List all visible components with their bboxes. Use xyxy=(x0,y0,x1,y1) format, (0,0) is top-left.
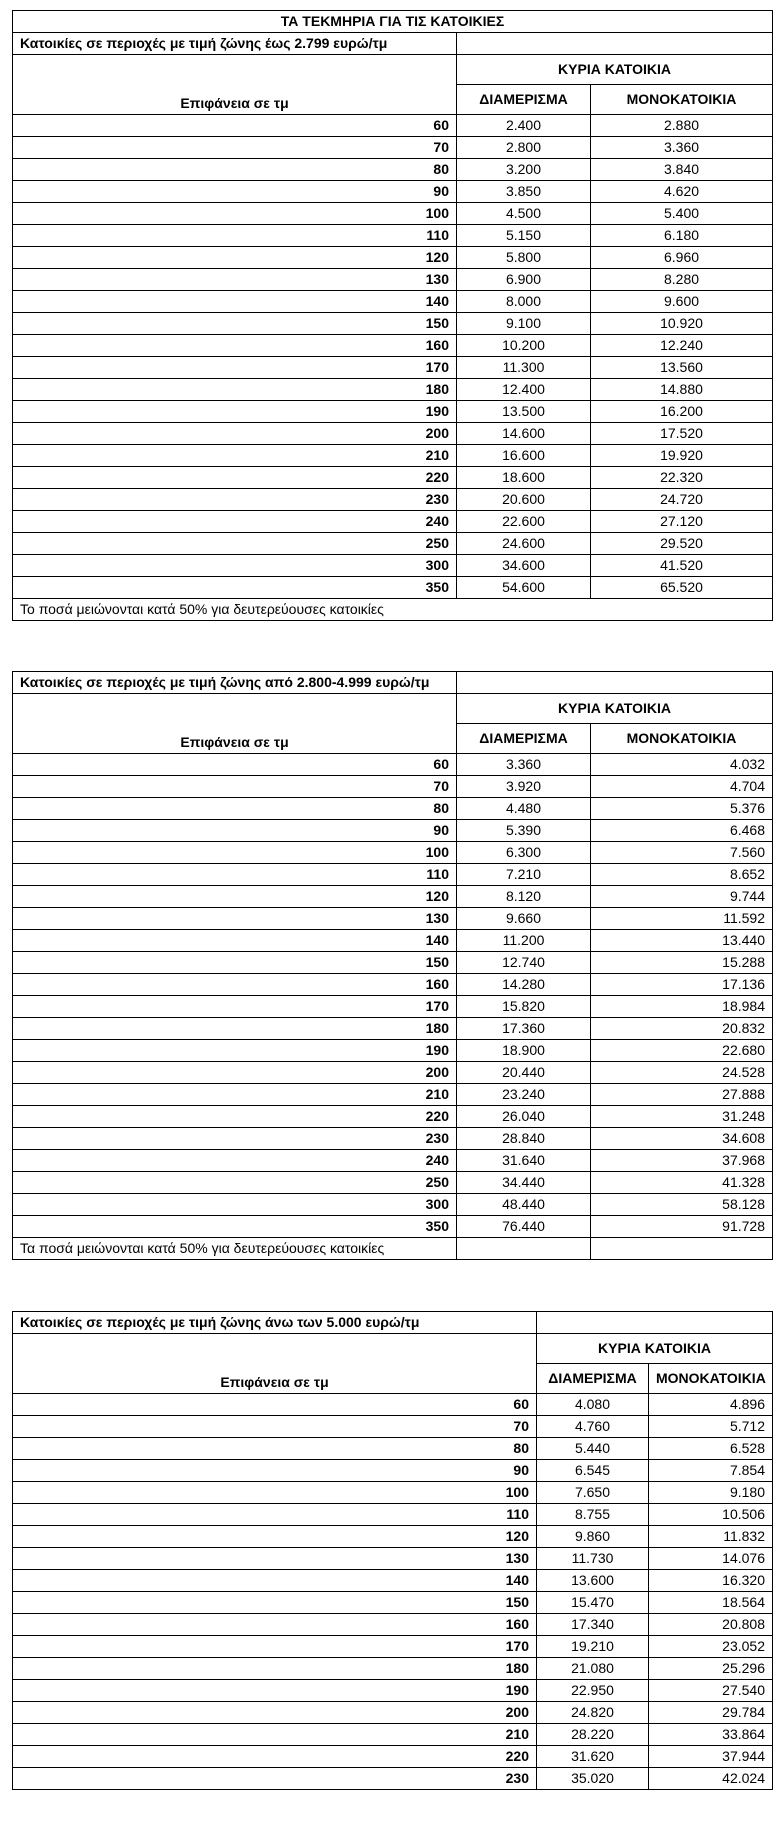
house-cell: 11.832 xyxy=(649,1526,773,1548)
apartment-cell: 8.755 xyxy=(537,1504,649,1526)
apartment-cell: 17.360 xyxy=(457,1018,591,1040)
house-cell: 34.608 xyxy=(591,1128,773,1150)
area-cell: 150 xyxy=(13,313,457,335)
house-cell: 5.712 xyxy=(649,1416,773,1438)
area-cell: 80 xyxy=(13,159,457,181)
table-row xyxy=(13,1636,773,1658)
apartment-cell: 23.240 xyxy=(457,1084,591,1106)
apartment-cell: 5.150 xyxy=(457,225,591,247)
apartment-cell: 4.480 xyxy=(457,798,591,820)
area-cell: 350 xyxy=(13,577,457,599)
table-row xyxy=(13,379,773,401)
col-header-apartment: ΔΙΑΜΕΡΙΣΜΑ xyxy=(537,1364,649,1394)
table-row xyxy=(13,1172,773,1194)
table-row xyxy=(13,952,773,974)
apartment-cell: 3.200 xyxy=(457,159,591,181)
area-header: Επιφάνεια σε τμ xyxy=(13,55,457,115)
house-cell: 37.944 xyxy=(649,1746,773,1768)
house-cell: 7.854 xyxy=(649,1460,773,1482)
house-cell: 5.400 xyxy=(591,203,773,225)
table-row xyxy=(13,1614,773,1636)
apartment-cell: 19.210 xyxy=(537,1636,649,1658)
house-cell: 4.620 xyxy=(591,181,773,203)
area-cell: 210 xyxy=(13,1724,537,1746)
table-row xyxy=(13,1548,773,1570)
house-cell: 65.520 xyxy=(591,577,773,599)
table-row xyxy=(13,313,773,335)
apartment-cell: 9.100 xyxy=(457,313,591,335)
apartment-cell: 13.600 xyxy=(537,1570,649,1592)
area-cell: 130 xyxy=(13,908,457,930)
apartment-cell: 9.660 xyxy=(457,908,591,930)
apartment-cell: 5.440 xyxy=(537,1438,649,1460)
table-row xyxy=(13,335,773,357)
table-row xyxy=(13,1194,773,1216)
zone-title: Κατοικίες σε περιοχές με τιμή ζώνης έως 2.799 ευρώ/τμ xyxy=(13,33,457,55)
house-cell: 91.728 xyxy=(591,1216,773,1238)
apartment-cell: 24.600 xyxy=(457,533,591,555)
apartment-cell: 24.820 xyxy=(537,1702,649,1724)
area-cell: 300 xyxy=(13,555,457,577)
house-cell: 22.320 xyxy=(591,467,773,489)
house-cell: 16.320 xyxy=(649,1570,773,1592)
apartment-cell: 3.360 xyxy=(457,754,591,776)
area-cell: 220 xyxy=(13,1106,457,1128)
apartment-cell: 14.600 xyxy=(457,423,591,445)
group-header: ΚΥΡΙΑ ΚΑΤΟΙΚΙΑ xyxy=(537,1334,773,1364)
house-cell: 5.376 xyxy=(591,798,773,820)
table-row xyxy=(13,820,773,842)
col-header-house: ΜΟΝΟΚΑΤΟΙΚΙΑ xyxy=(591,724,773,754)
table-row xyxy=(13,533,773,555)
table-row xyxy=(13,1216,773,1238)
apartment-cell: 48.440 xyxy=(457,1194,591,1216)
main-title: ΤΑ ΤΕΚΜΗΡΙΑ ΓΙΑ ΤΙΣ ΚΑΤΟΙΚΙΕΣ xyxy=(13,11,773,33)
area-cell: 200 xyxy=(13,423,457,445)
table-row xyxy=(13,1702,773,1724)
area-cell: 200 xyxy=(13,1702,537,1724)
apartment-cell: 5.390 xyxy=(457,820,591,842)
house-cell: 58.128 xyxy=(591,1194,773,1216)
area-cell: 60 xyxy=(13,754,457,776)
apartment-cell: 28.220 xyxy=(537,1724,649,1746)
table-row xyxy=(13,203,773,225)
table-row xyxy=(13,886,773,908)
house-cell: 7.560 xyxy=(591,842,773,864)
apartment-cell: 12.400 xyxy=(457,379,591,401)
apartment-cell: 2.400 xyxy=(457,115,591,137)
house-cell: 14.880 xyxy=(591,379,773,401)
house-cell: 11.592 xyxy=(591,908,773,930)
house-cell: 6.468 xyxy=(591,820,773,842)
area-cell: 180 xyxy=(13,379,457,401)
apartment-cell: 16.600 xyxy=(457,445,591,467)
area-cell: 110 xyxy=(13,864,457,886)
footnote: Το ποσά μειώνονται κατά 50% για δευτερεύουσες κατοικίες xyxy=(13,599,773,621)
table-row xyxy=(13,225,773,247)
area-cell: 180 xyxy=(13,1018,457,1040)
table-row xyxy=(13,776,773,798)
house-cell: 14.076 xyxy=(649,1548,773,1570)
area-cell: 130 xyxy=(13,269,457,291)
apartment-cell: 6.545 xyxy=(537,1460,649,1482)
house-cell: 42.024 xyxy=(649,1768,773,1790)
house-cell: 27.888 xyxy=(591,1084,773,1106)
apartment-cell: 13.500 xyxy=(457,401,591,423)
apartment-cell: 5.800 xyxy=(457,247,591,269)
house-cell: 19.920 xyxy=(591,445,773,467)
table-row xyxy=(13,1680,773,1702)
apartment-cell: 18.900 xyxy=(457,1040,591,1062)
table-row xyxy=(13,423,773,445)
area-header: Επιφάνεια σε τμ xyxy=(13,694,457,754)
area-cell: 60 xyxy=(13,1394,537,1416)
area-cell: 230 xyxy=(13,1128,457,1150)
table-row xyxy=(13,1062,773,1084)
area-cell: 160 xyxy=(13,974,457,996)
table-row xyxy=(13,467,773,489)
house-cell: 17.520 xyxy=(591,423,773,445)
area-cell: 140 xyxy=(13,930,457,952)
apartment-cell: 8.120 xyxy=(457,886,591,908)
table-row xyxy=(13,1460,773,1482)
table-row xyxy=(13,401,773,423)
area-cell: 70 xyxy=(13,1416,537,1438)
area-cell: 170 xyxy=(13,996,457,1018)
house-cell: 20.808 xyxy=(649,1614,773,1636)
table-row xyxy=(13,357,773,379)
table-row xyxy=(13,996,773,1018)
table-row xyxy=(13,1658,773,1680)
area-cell: 170 xyxy=(13,357,457,379)
table-zone-1 xyxy=(12,10,773,621)
area-cell: 100 xyxy=(13,1482,537,1504)
house-cell: 4.032 xyxy=(591,754,773,776)
house-cell: 41.520 xyxy=(591,555,773,577)
table-row xyxy=(13,511,773,533)
table-row xyxy=(13,842,773,864)
table-row xyxy=(13,1018,773,1040)
apartment-cell: 22.950 xyxy=(537,1680,649,1702)
apartment-cell: 7.210 xyxy=(457,864,591,886)
table-row xyxy=(13,1724,773,1746)
group-header: ΚΥΡΙΑ ΚΑΤΟΙΚΙΑ xyxy=(457,55,773,85)
table-row xyxy=(13,269,773,291)
apartment-cell: 15.820 xyxy=(457,996,591,1018)
area-cell: 120 xyxy=(13,886,457,908)
table-row xyxy=(13,137,773,159)
col-header-apartment: ΔΙΑΜΕΡΙΣΜΑ xyxy=(457,724,591,754)
house-cell: 18.984 xyxy=(591,996,773,1018)
apartment-cell: 31.640 xyxy=(457,1150,591,1172)
house-cell: 15.288 xyxy=(591,952,773,974)
table-row xyxy=(13,247,773,269)
area-cell: 150 xyxy=(13,952,457,974)
apartment-cell: 20.440 xyxy=(457,1062,591,1084)
house-cell: 37.968 xyxy=(591,1150,773,1172)
apartment-cell: 31.620 xyxy=(537,1746,649,1768)
area-cell: 160 xyxy=(13,1614,537,1636)
table-row xyxy=(13,1768,773,1790)
table-row xyxy=(13,1438,773,1460)
apartment-cell: 6.900 xyxy=(457,269,591,291)
apartment-cell: 28.840 xyxy=(457,1128,591,1150)
apartment-cell: 34.600 xyxy=(457,555,591,577)
table-row xyxy=(13,1504,773,1526)
house-cell: 12.240 xyxy=(591,335,773,357)
house-cell: 8.280 xyxy=(591,269,773,291)
house-cell: 31.248 xyxy=(591,1106,773,1128)
house-cell: 8.652 xyxy=(591,864,773,886)
table-row xyxy=(13,555,773,577)
house-cell: 3.360 xyxy=(591,137,773,159)
zone-title: Κατοικίες σε περιοχές με τιμή ζώνης άνω των 5.000 ευρώ/τμ xyxy=(13,1312,537,1334)
area-cell: 140 xyxy=(13,291,457,313)
apartment-cell: 3.850 xyxy=(457,181,591,203)
house-cell: 4.704 xyxy=(591,776,773,798)
house-cell: 3.840 xyxy=(591,159,773,181)
area-cell: 120 xyxy=(13,247,457,269)
apartment-cell: 14.280 xyxy=(457,974,591,996)
area-cell: 250 xyxy=(13,1172,457,1194)
table-row xyxy=(13,1394,773,1416)
apartment-cell: 21.080 xyxy=(537,1658,649,1680)
col-header-apartment: ΔΙΑΜΕΡΙΣΜΑ xyxy=(457,85,591,115)
apartment-cell: 8.000 xyxy=(457,291,591,313)
house-cell: 18.564 xyxy=(649,1592,773,1614)
col-header-house: ΜΟΝΟΚΑΤΟΙΚΙΑ xyxy=(591,85,773,115)
apartment-cell: 54.600 xyxy=(457,577,591,599)
house-cell: 27.540 xyxy=(649,1680,773,1702)
table-row xyxy=(13,577,773,599)
area-cell: 160 xyxy=(13,335,457,357)
apartment-cell: 15.470 xyxy=(537,1592,649,1614)
area-cell: 80 xyxy=(13,798,457,820)
house-cell: 23.052 xyxy=(649,1636,773,1658)
apartment-cell: 2.800 xyxy=(457,137,591,159)
apartment-cell: 10.200 xyxy=(457,335,591,357)
apartment-cell: 11.200 xyxy=(457,930,591,952)
table-row xyxy=(13,1746,773,1768)
area-cell: 90 xyxy=(13,1460,537,1482)
house-cell: 17.136 xyxy=(591,974,773,996)
table-row xyxy=(13,1416,773,1438)
apartment-cell: 34.440 xyxy=(457,1172,591,1194)
area-cell: 100 xyxy=(13,842,457,864)
area-cell: 220 xyxy=(13,467,457,489)
area-cell: 180 xyxy=(13,1658,537,1680)
table-zone-2 xyxy=(12,671,773,1260)
area-cell: 210 xyxy=(13,445,457,467)
area-cell: 190 xyxy=(13,1680,537,1702)
table-row xyxy=(13,1592,773,1614)
apartment-cell: 35.020 xyxy=(537,1768,649,1790)
table-row xyxy=(13,1482,773,1504)
house-cell: 9.180 xyxy=(649,1482,773,1504)
apartment-cell: 4.760 xyxy=(537,1416,649,1438)
house-cell: 16.200 xyxy=(591,401,773,423)
area-cell: 110 xyxy=(13,225,457,247)
house-cell: 10.920 xyxy=(591,313,773,335)
table-row xyxy=(13,798,773,820)
house-cell: 24.528 xyxy=(591,1062,773,1084)
house-cell: 27.120 xyxy=(591,511,773,533)
house-cell: 9.600 xyxy=(591,291,773,313)
area-cell: 70 xyxy=(13,776,457,798)
table-row xyxy=(13,974,773,996)
apartment-cell: 11.730 xyxy=(537,1548,649,1570)
house-cell: 20.832 xyxy=(591,1018,773,1040)
house-cell: 13.440 xyxy=(591,930,773,952)
area-cell: 200 xyxy=(13,1062,457,1084)
table-row xyxy=(13,445,773,467)
apartment-cell: 9.860 xyxy=(537,1526,649,1548)
house-cell: 6.960 xyxy=(591,247,773,269)
area-cell: 90 xyxy=(13,820,457,842)
zone-title: Κατοικίες σε περιοχές με τιμή ζώνης από 2.800-4.999 ευρώ/τμ xyxy=(13,672,457,694)
table-row xyxy=(13,864,773,886)
area-cell: 240 xyxy=(13,511,457,533)
area-cell: 170 xyxy=(13,1636,537,1658)
apartment-cell: 17.340 xyxy=(537,1614,649,1636)
house-cell: 9.744 xyxy=(591,886,773,908)
table-row xyxy=(13,291,773,313)
apartment-cell: 20.600 xyxy=(457,489,591,511)
area-cell: 230 xyxy=(13,1768,537,1790)
house-cell: 33.864 xyxy=(649,1724,773,1746)
table-zone-3 xyxy=(12,1311,773,1790)
area-cell: 130 xyxy=(13,1548,537,1570)
table-row xyxy=(13,1526,773,1548)
house-cell: 4.896 xyxy=(649,1394,773,1416)
apartment-cell: 7.650 xyxy=(537,1482,649,1504)
area-cell: 80 xyxy=(13,1438,537,1460)
table-row xyxy=(13,754,773,776)
apartment-cell: 3.920 xyxy=(457,776,591,798)
house-cell: 22.680 xyxy=(591,1040,773,1062)
area-cell: 300 xyxy=(13,1194,457,1216)
table-row xyxy=(13,115,773,137)
table-row xyxy=(13,159,773,181)
house-cell: 13.560 xyxy=(591,357,773,379)
house-cell: 29.520 xyxy=(591,533,773,555)
table-row xyxy=(13,908,773,930)
area-cell: 230 xyxy=(13,489,457,511)
house-cell: 10.506 xyxy=(649,1504,773,1526)
house-cell: 24.720 xyxy=(591,489,773,511)
area-cell: 190 xyxy=(13,401,457,423)
group-header: ΚΥΡΙΑ ΚΑΤΟΙΚΙΑ xyxy=(457,694,773,724)
apartment-cell: 26.040 xyxy=(457,1106,591,1128)
apartment-cell: 4.080 xyxy=(537,1394,649,1416)
area-cell: 100 xyxy=(13,203,457,225)
area-cell: 210 xyxy=(13,1084,457,1106)
table-row xyxy=(13,1040,773,1062)
footnote: Τα ποσά μειώνονται κατά 50% για δευτερεύουσες κατοικίες xyxy=(13,1238,457,1260)
area-cell: 250 xyxy=(13,533,457,555)
area-cell: 110 xyxy=(13,1504,537,1526)
area-cell: 90 xyxy=(13,181,457,203)
apartment-cell: 11.300 xyxy=(457,357,591,379)
house-cell: 41.328 xyxy=(591,1172,773,1194)
apartment-cell: 4.500 xyxy=(457,203,591,225)
house-cell: 29.784 xyxy=(649,1702,773,1724)
area-cell: 240 xyxy=(13,1150,457,1172)
table-row xyxy=(13,1128,773,1150)
area-cell: 220 xyxy=(13,1746,537,1768)
area-header: Επιφάνεια σε τμ xyxy=(13,1334,537,1394)
house-cell: 25.296 xyxy=(649,1658,773,1680)
house-cell: 6.528 xyxy=(649,1438,773,1460)
area-cell: 120 xyxy=(13,1526,537,1548)
table-row xyxy=(13,1106,773,1128)
apartment-cell: 6.300 xyxy=(457,842,591,864)
apartment-cell: 12.740 xyxy=(457,952,591,974)
area-cell: 350 xyxy=(13,1216,457,1238)
house-cell: 6.180 xyxy=(591,225,773,247)
table-row xyxy=(13,1084,773,1106)
table-row xyxy=(13,181,773,203)
table-row xyxy=(13,1570,773,1592)
area-cell: 60 xyxy=(13,115,457,137)
apartment-cell: 18.600 xyxy=(457,467,591,489)
area-cell: 150 xyxy=(13,1592,537,1614)
area-cell: 140 xyxy=(13,1570,537,1592)
table-row xyxy=(13,489,773,511)
col-header-house: ΜΟΝΟΚΑΤΟΙΚΙΑ xyxy=(649,1364,773,1394)
house-cell: 2.880 xyxy=(591,115,773,137)
table-row xyxy=(13,1150,773,1172)
table-row xyxy=(13,930,773,952)
apartment-cell: 76.440 xyxy=(457,1216,591,1238)
area-cell: 70 xyxy=(13,137,457,159)
area-cell: 190 xyxy=(13,1040,457,1062)
apartment-cell: 22.600 xyxy=(457,511,591,533)
